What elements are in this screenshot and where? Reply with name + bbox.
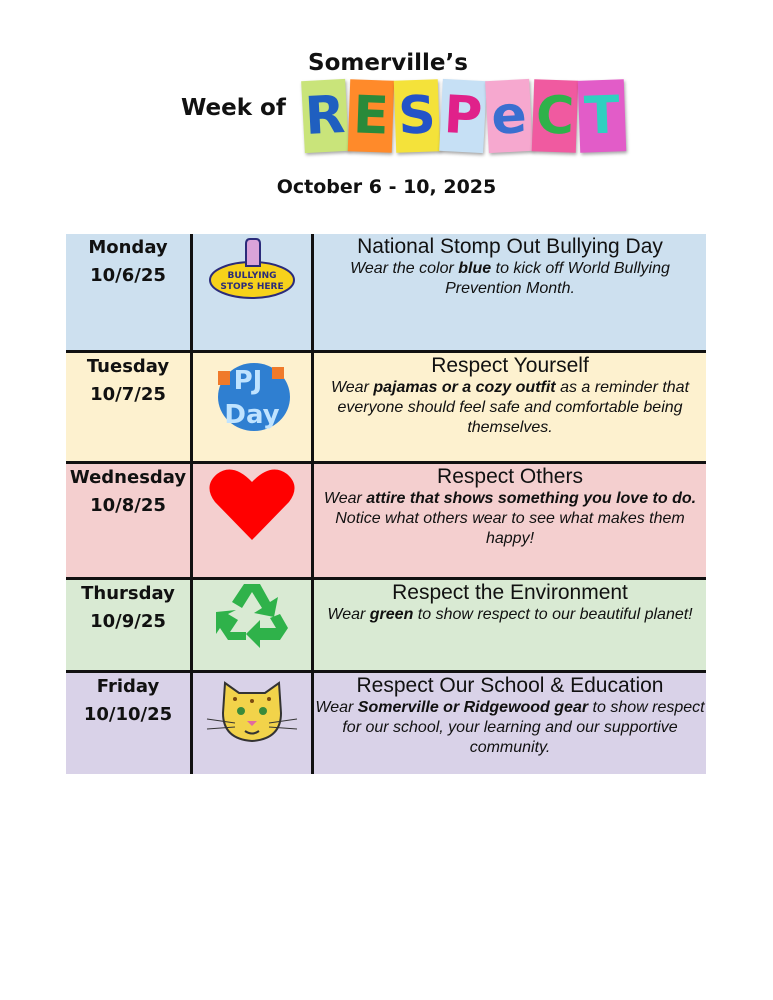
day-name: Tuesday [86,355,170,377]
day-cell [66,351,192,462]
day-date: 10/7/25 [90,383,166,405]
table-row [66,234,706,351]
description-cell [313,578,707,671]
icon-cell [192,462,313,578]
respect-letter: T [578,79,626,153]
respect-letter: P [439,79,487,153]
day-description: Wear Somerville or Ridgewood gear to show respect for our school, your learning and our supportive community. [315,698,705,756]
respect-letter: e [485,79,533,153]
event-dates: October 6 - 10, 2025 [276,176,497,198]
svg-text:PJ: PJ [233,365,263,396]
description-cell [313,462,707,578]
description-cell [313,234,707,351]
pj-day-icon [210,353,294,437]
svg-text:Day: Day [224,399,280,430]
bullying-icon-text: BULLYING [227,271,277,281]
day-cell [66,234,192,351]
day-date: 10/9/25 [90,610,166,632]
respect-letter: R [301,79,349,153]
title-week-of: Week of [181,95,286,121]
day-cell [66,462,192,578]
leopard-mascot-icon [205,673,299,745]
respect-letters-logo [303,80,629,158]
day-description: Wear the color blue to kick off World Bullying Prevention Month. [350,260,670,297]
bullying-stops-here-icon [206,234,298,300]
day-cell [66,671,192,774]
title-top: Somerville’s [308,50,468,76]
day-heading: Respect Yourself [431,353,589,377]
respect-letter: S [394,79,440,152]
day-heading: Respect Our School & Education [356,673,664,697]
description-cell [313,671,707,774]
day-name: Thursday [81,582,175,604]
day-description: Wear pajamas or a cozy outfit as a reminder that everyone should feel safe and comfortable being themselves. [330,378,690,436]
schedule-table [66,234,706,774]
heart-icon [207,464,297,544]
table-row [66,578,706,671]
icon-cell [192,671,313,774]
respect-letter: E [348,79,394,152]
icon-cell [192,351,313,462]
table-row [66,351,706,462]
day-description: Wear attire that shows something you love to do. Notice what others wear to see what makes them happy! [323,489,697,547]
day-name: Wednesday [69,466,187,488]
day-date: 10/6/25 [90,265,166,286]
day-heading: Respect the Environment [392,580,628,604]
icon-cell [192,578,313,671]
day-date: 10/10/25 [83,703,173,725]
respect-letter: C [532,79,578,152]
table-row [66,462,706,578]
day-name: Monday [88,237,168,258]
icon-cell [192,234,313,351]
table-row [66,671,706,774]
day-cell [66,578,192,671]
day-description: Wear green to show respect to our beautiful planet! [327,605,693,623]
day-date: 10/8/25 [90,494,166,516]
day-heading: Respect Others [437,464,583,488]
day-heading: National Stomp Out Bullying Day [357,235,663,258]
description-cell [313,351,707,462]
recycle-icon [214,580,290,650]
svg-text:STOPS HERE: STOPS HERE [220,282,284,292]
day-name: Friday [96,675,160,697]
